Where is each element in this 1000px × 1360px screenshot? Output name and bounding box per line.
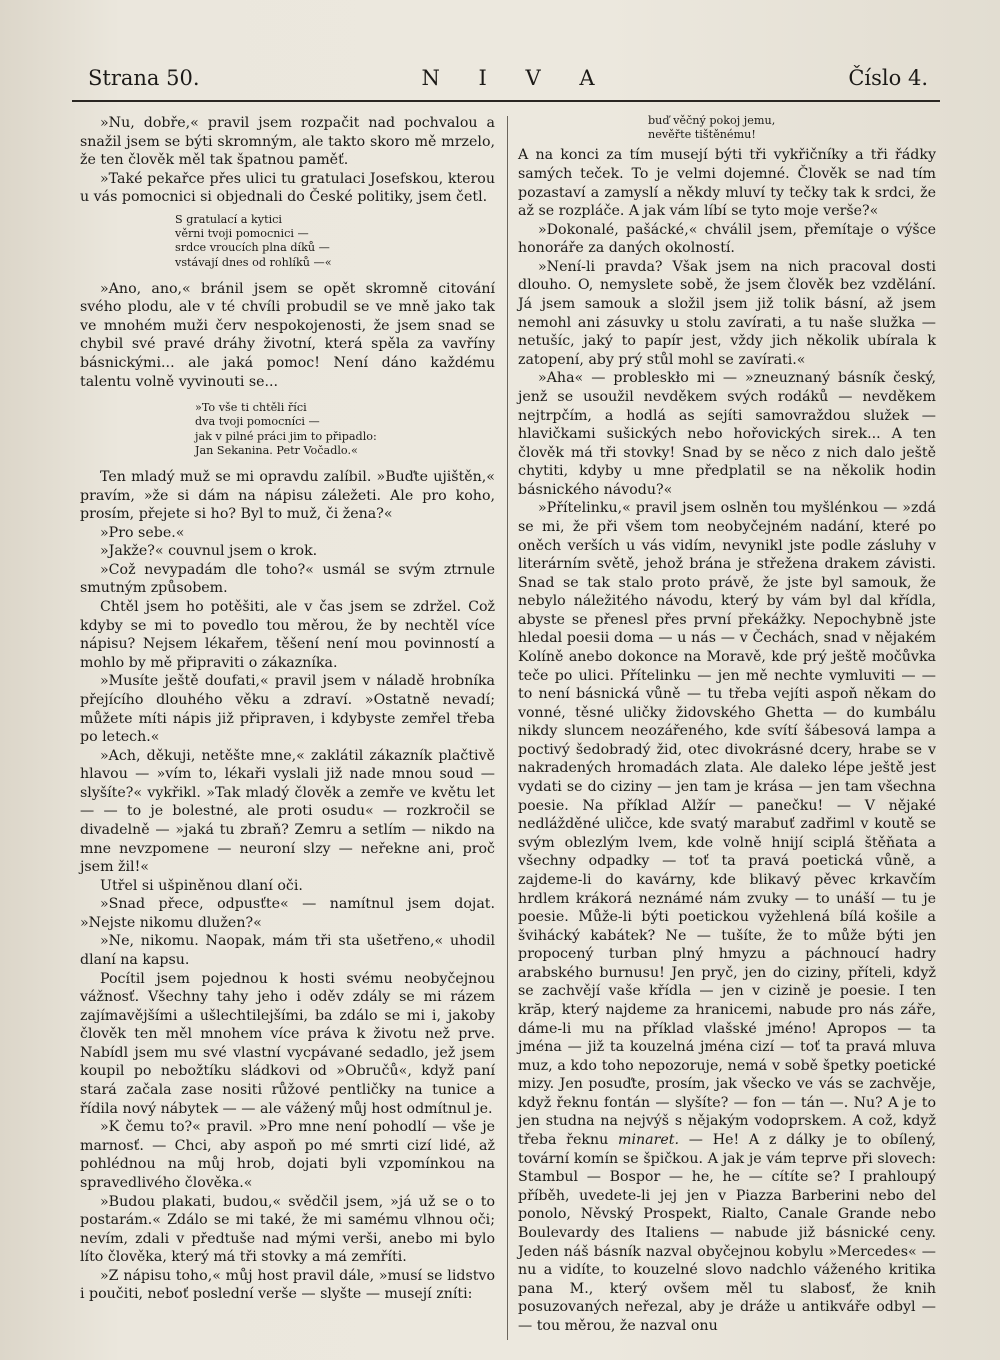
page-number: Strana 50. xyxy=(88,66,200,90)
paragraph: »Snad přece, odpusťte« — namítnul jsem dojat. »Nejste nikomu dlužen?« xyxy=(80,896,495,931)
poem-line: nevěřte tištěnému! xyxy=(648,128,756,142)
italic-word: minaret. xyxy=(618,1132,679,1149)
poem-line: věrni tvoji pomocnici — xyxy=(175,227,309,241)
poem-line: vstávají dnes od rohlíků —« xyxy=(175,255,332,269)
paragraph: »K čemu to?« pravil. »Pro mne není pohodlí — vše je marnosť. — Chci, aby aspoň po mé smrti cizí lidé, až pohlédnou na můj hrob, dojati byli vzpomínkou na spravedlivého člověka.« xyxy=(80,1119,495,1191)
poem-line: srdce vroucích plna díků — xyxy=(175,241,330,255)
left-column xyxy=(80,114,495,1304)
poem-block xyxy=(648,114,936,142)
paragraph: »Což nevypadám dle toho?« usmál se svým ztrnule smutným způsobem. xyxy=(80,561,495,597)
paragraph: Chtěl jsem ho potěšiti, ale v čas jsem se zdržel. Což kdyby se mi to povedlo tou měrou, že by nechtěl více nápisu? Nejsem lékařem, těšení není mou povinností a mohlo by mě připraviti o zákazníka. xyxy=(80,599,495,671)
paragraph xyxy=(518,499,936,1335)
poem-block xyxy=(175,213,495,270)
poem-line: buď věčný pokoj jemu, xyxy=(648,114,776,127)
paragraph: »Není-li pravda? Však jsem na nich pracoval dosti dlouho. O, nemyslete sobě, že jsem člověk bez vzdělání. Já jsem samouk a složil jsem již tolik básní, až jsem nemohl ani zásuvky u stolu zavírati, a tu naše služka — netušíc, jaký to papír jest, vždy jich několik ubírala k zatopení, aby prý stůl mohl se zavírati.« xyxy=(518,258,936,368)
paragraph: Pocítil jsem pojednou k hosti svému neobyčejnou vážnosť. Všechny tahy jeho i oděv zdály se mi rázem zajímavějšími a ušlechtilejšími, ba zdálo se mi i, jakoby člověk ten měl mnohem více práva k životu než prve. Nabídl jsem mu své vlastní vycpávané sedadlo, jež jsem koupil po nebožtíku sládkovi od »Obručů«, když paní stará začala zase nositi růžové pentličky na tunice a řídila nový nábytek — — ale vážený můj host odmítnul je. xyxy=(80,970,495,1117)
paragraph: »Z nápisu toho,« můj host pravil dále, »musí se lidstvo i poučiti, neboť poslední verše — slyšte — musejí zníti: xyxy=(80,1267,495,1303)
header-rule xyxy=(72,100,940,102)
paragraph: »Nu, dobře,« pravil jsem rozpačit nad pochvalou a snažil jsem se býti skromným, ale takto skoro mě mrzelo, že ten člověk měl tak špatnou paměť. xyxy=(80,115,495,169)
column-divider xyxy=(507,116,508,1340)
paragraph: »Ach, děkuji, netěšte mne,« zaklátil zákazník plačtivě hlavou — »vím to, lékaři vyslali již nade mnou soud — slyšíte?« vykřikl. »Tak mladý člověk a zemře ve květu let — — to je bolestné, ale proti osudu« — rozkročil se divadelně — »jaká tu zbraň? Zemru a setlím — nikdo na mne nevzpomene — neuroní slzy — neřekne ani, proč jsem žil!« xyxy=(80,747,495,876)
paragraph: »Musíte ještě doufati,« pravil jsem v náladě hrobníka přejícího dlouhého věku a zdraví. »Ostatně nevadí; můžete míti nápis již připraven, i kdybyste zemřel třeba po letech.« xyxy=(80,673,495,746)
paragraph: »Dokonalé, pašácké,« chválil jsem, přemítaje o výšce honoráře za daných okolností. xyxy=(518,221,936,257)
issue-number: Číslo 4. xyxy=(848,66,928,90)
paragraph: »Aha« — probleskło mi — »zneuznaný básník český, jenž se usoužil nevděkem svých rodáků — nevděkem nejtrpčím, a hodlá as sejíti samovraždou služek — hlavičkami sušických nebo hořovických sirek... A ten člověk má tři stovky! Snad by se něco z nich dalo ještě chytiti, kdyby u mne předplatil se na několik hodin básnického návodu?« xyxy=(518,370,936,498)
poem-line: »To vše ti chtěli říci xyxy=(195,401,307,415)
paragraph: »Pro sebe.« xyxy=(100,524,185,541)
paragraph: »Také pekařce přes ulici tu gratulaci Josefskou, kterou u vás pomocnici si objednali do České politiky, jsem četl. xyxy=(80,170,495,206)
poem-line: dva tvoji pomocníci — xyxy=(195,415,320,429)
poem-line: S gratulací a kytici xyxy=(175,212,282,226)
poem-line: jak v pilné práci jim to připadlo: xyxy=(195,429,377,443)
paragraph: Ten mladý muž se mi opravdu zalíbil. »Buďte ujištěn,« pravím, »že si dám na nápisu záležeti. Ale pro koho, prosím, přejete si ho? Byl to muž, či žena?« xyxy=(80,468,495,523)
paragraph: »Ano, ano,« bránil jsem se opět skromně citování svého plodu, ale v té chvíli probudil se ve mně jako tak ve mnohém muži červ nespokojenosti, že jsem snad se chybil své pravé dráhy životní, která spěla za vavříny básnickými... ale jaká pomoc! Není dáno každému talentu volně vyvinouti se... xyxy=(80,280,495,390)
paragraph: »Budou plakati, budou,« svědčil jsem, »já už se o to postarám.« Zdálo se mi také, že mi samému vlhnou oči; nevím, zdali v předtuše nad mými verši, anebo mi bylo líto člověka, který má tři stovky a má zemříti. xyxy=(80,1193,495,1266)
paragraph: A na konci za tím musejí býti tři vykřičníky a tři řádky samých teček. To je velmi dojemné. Člověk se nad tím pozastaví a zamyslí a někdy mluví ty tečky tak k srdci, že až se rozpláče. A jak vám líbí se tyto moje verše?« xyxy=(518,147,936,220)
paragraph-text: — He! A z dálky je to obílený, tovární komín se špičkou. A jak je vám teprve při slovech: Stambul — Bospor — he, he — cítíte se? I prahloupý příběh, uvedete-li jej jen v Piazza Barberini nebo del ponolo, Něvský Prospekt, Rialto, Canale Grande nebo Boulevardy des Italiens — nabude již básnické ceny. Jeden náš básník nazval obyčejnou kobylu »Mercedes« — nu a vidíte, to kouzelné slovo nadchlo váženého kritika pana M., který ovšem měl tu slabosť, že knih posuzovaných neřezal, aby je dráže u antikváře odbyl — — tou měrou, že nazval onu xyxy=(518,1132,937,1334)
right-column xyxy=(518,114,936,1335)
paragraph: »Jakže?« couvnul jsem o krok. xyxy=(100,543,318,560)
paragraph: Utřel si ušpiněnou dlaní oči. xyxy=(100,877,303,894)
poem-line: Jan Sekanina. Petr Vočadlo.« xyxy=(195,443,358,457)
paragraph-text: »Přítelinku,« pravil jsem oslněn tou myšlénkou — »zdá se mi, že při všem tom neobyčejném nadání, které po oněch verších u vás vidím, nevynikl jste podle zásluhy v literárním světě, jehož brána je střežena drakem závisti. Snad se tak stalo proto právě, že jste byl samouk, že nebylo náležitého návodu, který by vám byl dal křídla, abyste se přenesl přes první překážky. Nepochybně jste hledal poesii doma — u nás — v Čechách, snad v nějakém Kolíně anebo dokonce na Moravě, kde prý ještě močůvka teče po ulici. Přítelinku — jen mě nechte vymluviti — — to není básnická vůně — tu třeba vejíti aspoň někam do vonné, těsné uličky židovského Ghetta — do kumbálu nikdy sluncem neozářeného, kde svítí šábesová lampa a poctivý šedobradý žid, otec divokrásné dcery, hrabe se v nakradených hromadách zlata. Ale daleko lépe ještě jest vydati se do ciziny — jen tam je krása — jen tam všechna poesie. Na příklad Alžír — panečku! — V nějaké nedlážděné uličce, kde svatý marabuť zadřiml v koutě se svým oblezlým lvem, kde volně hnijí sciplá štěňata a všechny odpadky — toť ta pravá poetická vůně, a zajdeme-li do kavárny, kde blikavý pěvec krkavčím hrdlem krákorá neznámé nám zvuky — to unáší — tu je poesie. Může-li býti poetickou vyžehlená bílá košile a švihácký kabátek? Ne — tušíte, že to může býti jen propocený turban plný hmyzu a páchnoucí hadry arabského burnusu! Jen pryč, jen do ciziny, příteli, když se zachvějí vaše křídla — jen v cizině je poesie. I ten krăp, který najdeme za hranicemi, nabude pro nás záře, dáme-li mu na příklad vlašské jméno! Apropos — ta jména — již ta kouzelná jména cizí — toť ta pravá mluva muz, a kdo toho nepozoruje, nemá v sobě špetky poetické mizy. Jen posuďte, prosím, jak všecko ve vás se zachvěje, když řeknu fontán — slyšíte? — fon — tán —. Nu? A je to jen studna na nejvýš s nějakým vodoprskem. A což, když třeba řeknu xyxy=(518,500,936,1149)
paragraph: »Ne, nikomu. Naopak, mám tři sta ušetřeno,« uhodil dlaní na kapsu. xyxy=(80,933,495,969)
poem-block xyxy=(195,401,495,458)
page-header xyxy=(88,66,928,102)
journal-title: N I V A xyxy=(421,66,611,90)
